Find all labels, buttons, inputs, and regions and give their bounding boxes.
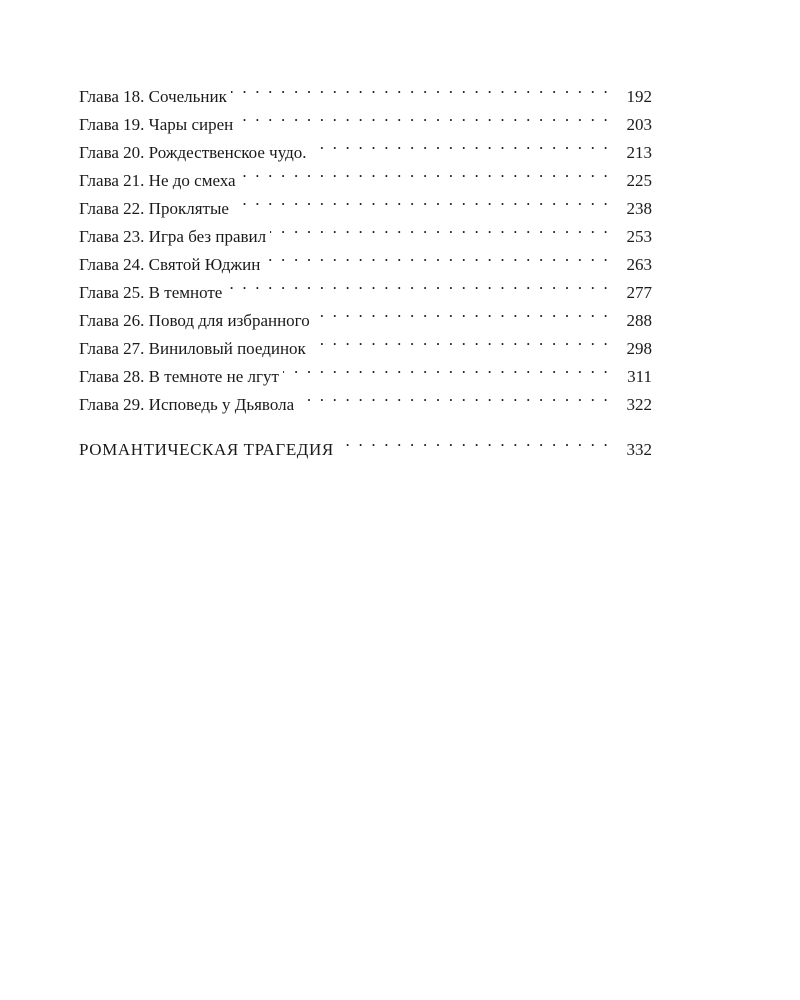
toc-entry-title: Глава 22. Проклятые xyxy=(79,195,233,223)
toc-entry-page: 225 xyxy=(626,171,652,190)
toc-entry-page: 322 xyxy=(626,395,652,414)
dot-leader xyxy=(314,298,610,326)
dot-leader xyxy=(270,214,610,242)
toc-entry-title: Глава 26. Повод для избранного xyxy=(79,307,314,335)
toc-entry-title: Глава 25. В темноте xyxy=(79,279,226,307)
table-of-contents xyxy=(79,74,652,459)
toc-entry-title: Глава 23. Игра без правил xyxy=(79,223,270,251)
toc-entry-title: Глава 27. Виниловый поединок xyxy=(79,335,310,363)
toc-entry-page: 213 xyxy=(626,143,652,162)
toc-entry-page: 263 xyxy=(626,255,652,274)
toc-entry-title: Глава 28. В темноте не лгут xyxy=(79,363,283,391)
toc-entry-title: Глава 18. Сочельник xyxy=(79,83,231,111)
toc-entry-page: 203 xyxy=(626,115,652,134)
dot-leader xyxy=(283,354,610,382)
toc-entry-title: Глава 20. Рождественское чудо. xyxy=(79,139,311,167)
toc-entry-page: 311 xyxy=(627,367,652,386)
dot-leader xyxy=(298,382,610,410)
toc-entry-page: 253 xyxy=(626,227,652,246)
toc-entry-page: 238 xyxy=(626,199,652,218)
toc-entry-page: 192 xyxy=(626,87,652,106)
toc-entry-page: 288 xyxy=(626,311,652,330)
dot-leader xyxy=(311,130,610,158)
dot-leader xyxy=(264,242,610,270)
dot-leader xyxy=(338,427,610,455)
toc-entry-chapter-18 xyxy=(79,74,652,106)
dot-leader xyxy=(231,74,610,102)
dot-leader xyxy=(310,326,610,354)
dot-leader xyxy=(237,102,610,130)
toc-entry-title: Глава 24. Святой Юджин xyxy=(79,251,264,279)
toc-entry-page: 298 xyxy=(626,339,652,358)
toc-entry-title: Глава 21. Не до смеха xyxy=(79,167,240,195)
toc-entry-page: 277 xyxy=(626,283,652,302)
toc-entry-title: Глава 19. Чары сирен xyxy=(79,111,237,139)
dot-leader xyxy=(240,158,610,186)
dot-leader xyxy=(226,270,610,298)
toc-section-page: 332 xyxy=(626,440,652,459)
toc-section-title: РОМАНТИЧЕСКАЯ ТРАГЕДИЯ xyxy=(79,436,338,464)
toc-section-entry xyxy=(79,427,652,459)
dot-leader xyxy=(233,186,610,214)
toc-entry-title: Глава 29. Исповедь у Дьявола xyxy=(79,391,298,419)
